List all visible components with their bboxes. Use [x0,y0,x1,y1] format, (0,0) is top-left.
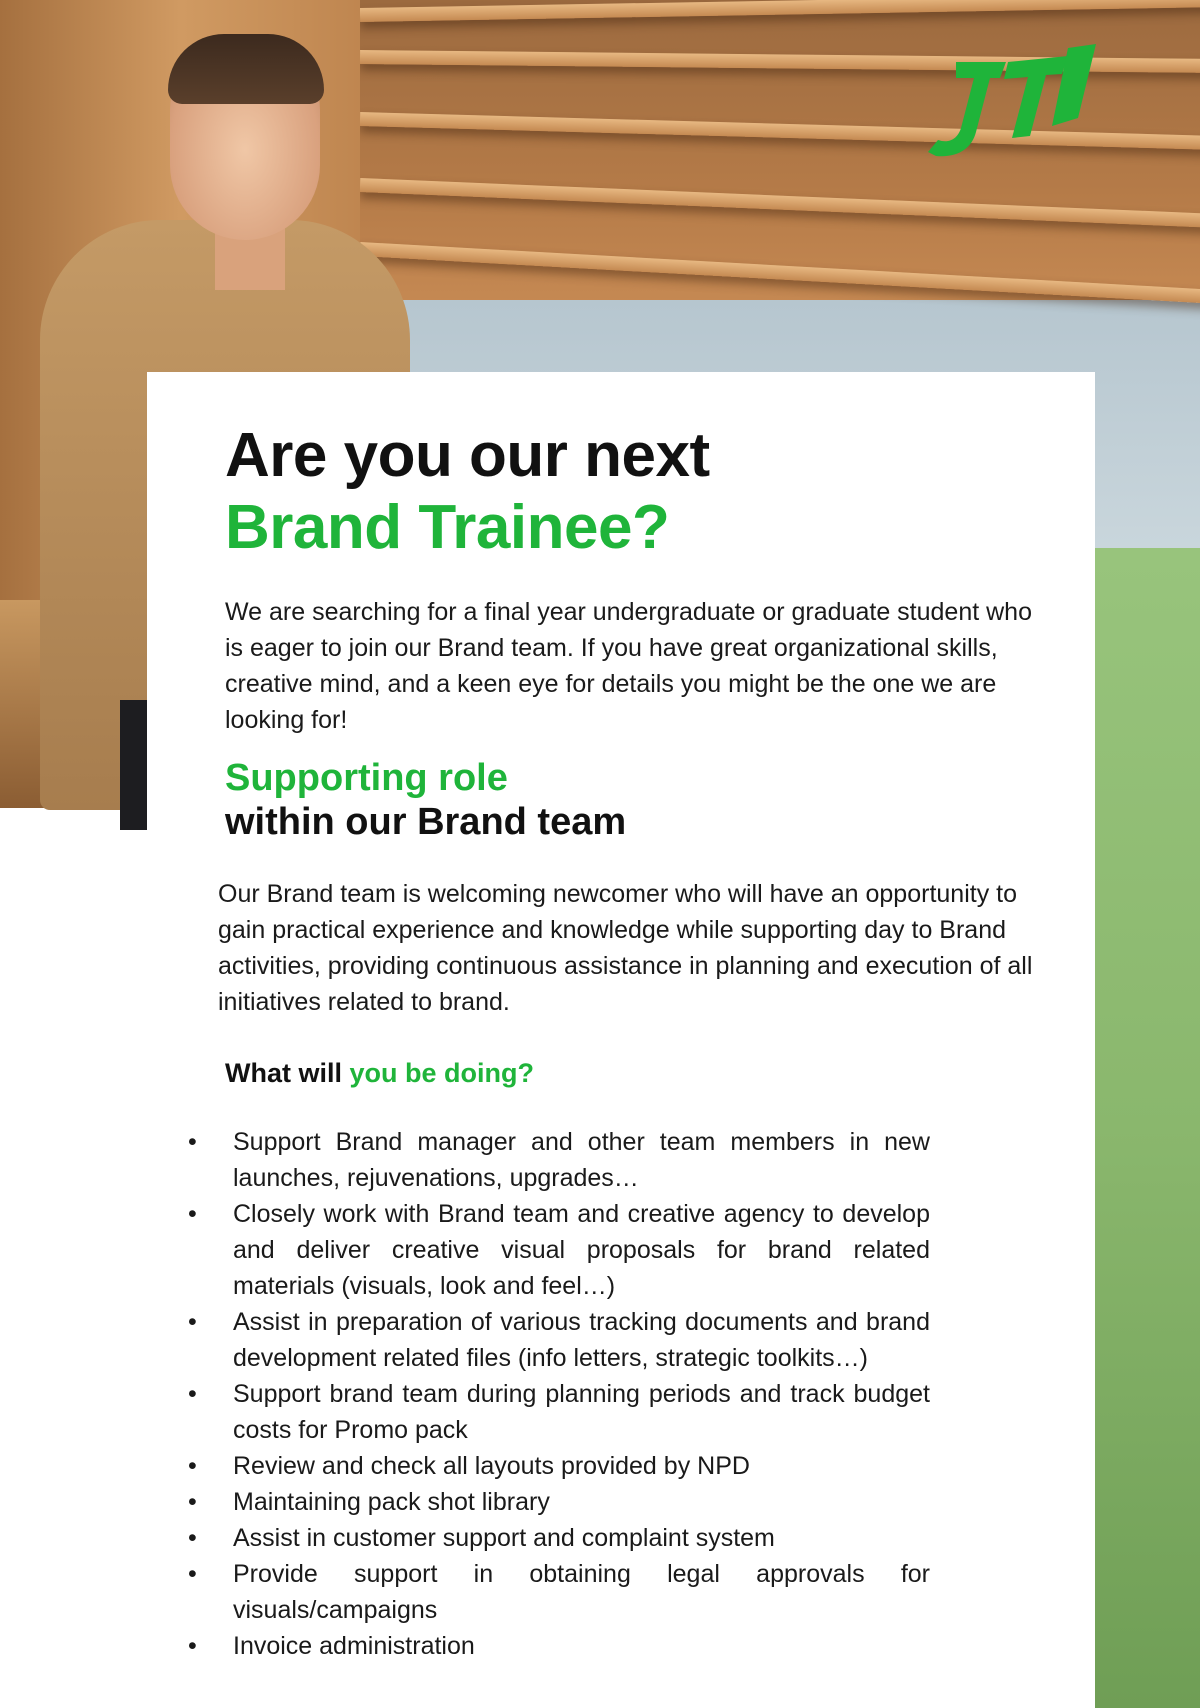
list-item: • Support Brand manager and other team members in new launches, rejuvenations, upgrades… [188,1128,930,1192]
title-line-2: Brand Trainee? [225,493,670,562]
task-text: Assist in preparation of various tracking documents and brand development related files (info letters, strategic toolkits…) [233,1308,930,1372]
tasks-heading [225,1058,534,1089]
role-heading [225,756,626,844]
role-heading-black: within our Brand team [225,801,627,843]
task-text: Invoice administration [233,1632,475,1660]
task-text: Provide support in obtaining legal approvals for visuals/campaigns [233,1560,930,1624]
wood-slat [360,242,1200,304]
list-item: • Assist in preparation of various tracking documents and brand development related files (info letters, strategic toolkits…) [188,1308,930,1372]
list-item: • Assist in customer support and complaint system [188,1524,775,1552]
list-item: • Invoice administration [188,1632,475,1660]
role-heading-green: Supporting role [225,757,508,799]
list-item: • Review and check all layouts provided by NPD [188,1452,750,1480]
task-text: Review and check all layouts provided by NPD [233,1452,750,1480]
tasks-heading-green: you be doing? [349,1058,534,1088]
task-text: Maintaining pack shot library [233,1488,550,1516]
task-text: Assist in customer support and complaint system [233,1524,775,1552]
list-item: • Support brand team during planning periods and track budget costs for Promo pack [188,1380,930,1444]
role-paragraph: Our Brand team is welcoming newcomer who will have an opportunity to gain practical experience and knowledge while supporting day to Brand activities, providing continuous assistance in planning and execution of all initiatives related to brand. [218,880,1033,1016]
list-item: • Provide support in obtaining legal approvals for visuals/campaigns [188,1560,930,1624]
title-line-1: Are you our next [225,421,710,490]
hair [168,34,324,104]
jti-logo-icon [928,40,1098,165]
page-title [225,420,710,564]
task-list [188,1124,930,1664]
wood-slat [360,178,1200,228]
task-text: Support brand team during planning periods and track budget costs for Promo pack [233,1380,930,1444]
task-text: Closely work with Brand team and creative agency to develop and deliver creative visual proposals for brand related materials (visuals, look and feel…) [233,1200,930,1300]
list-item: • Closely work with Brand team and creative agency to develop and deliver creative visual proposals for brand related materials (visuals, look and feel…) [188,1200,930,1300]
wood-slat [360,0,1200,22]
tasks-heading-black: What will [225,1058,350,1088]
green-side-strip [1095,548,1200,1708]
task-text: Support Brand manager and other team members in new launches, rejuvenations, upgrades… [233,1128,930,1192]
intro-paragraph: We are searching for a final year undergraduate or graduate student who is eager to join our Brand team. If you have great organizational skills, creative mind, and a keen eye for details you might be the one we are looking for! [225,598,1032,734]
list-item: • Maintaining pack shot library [188,1488,550,1516]
